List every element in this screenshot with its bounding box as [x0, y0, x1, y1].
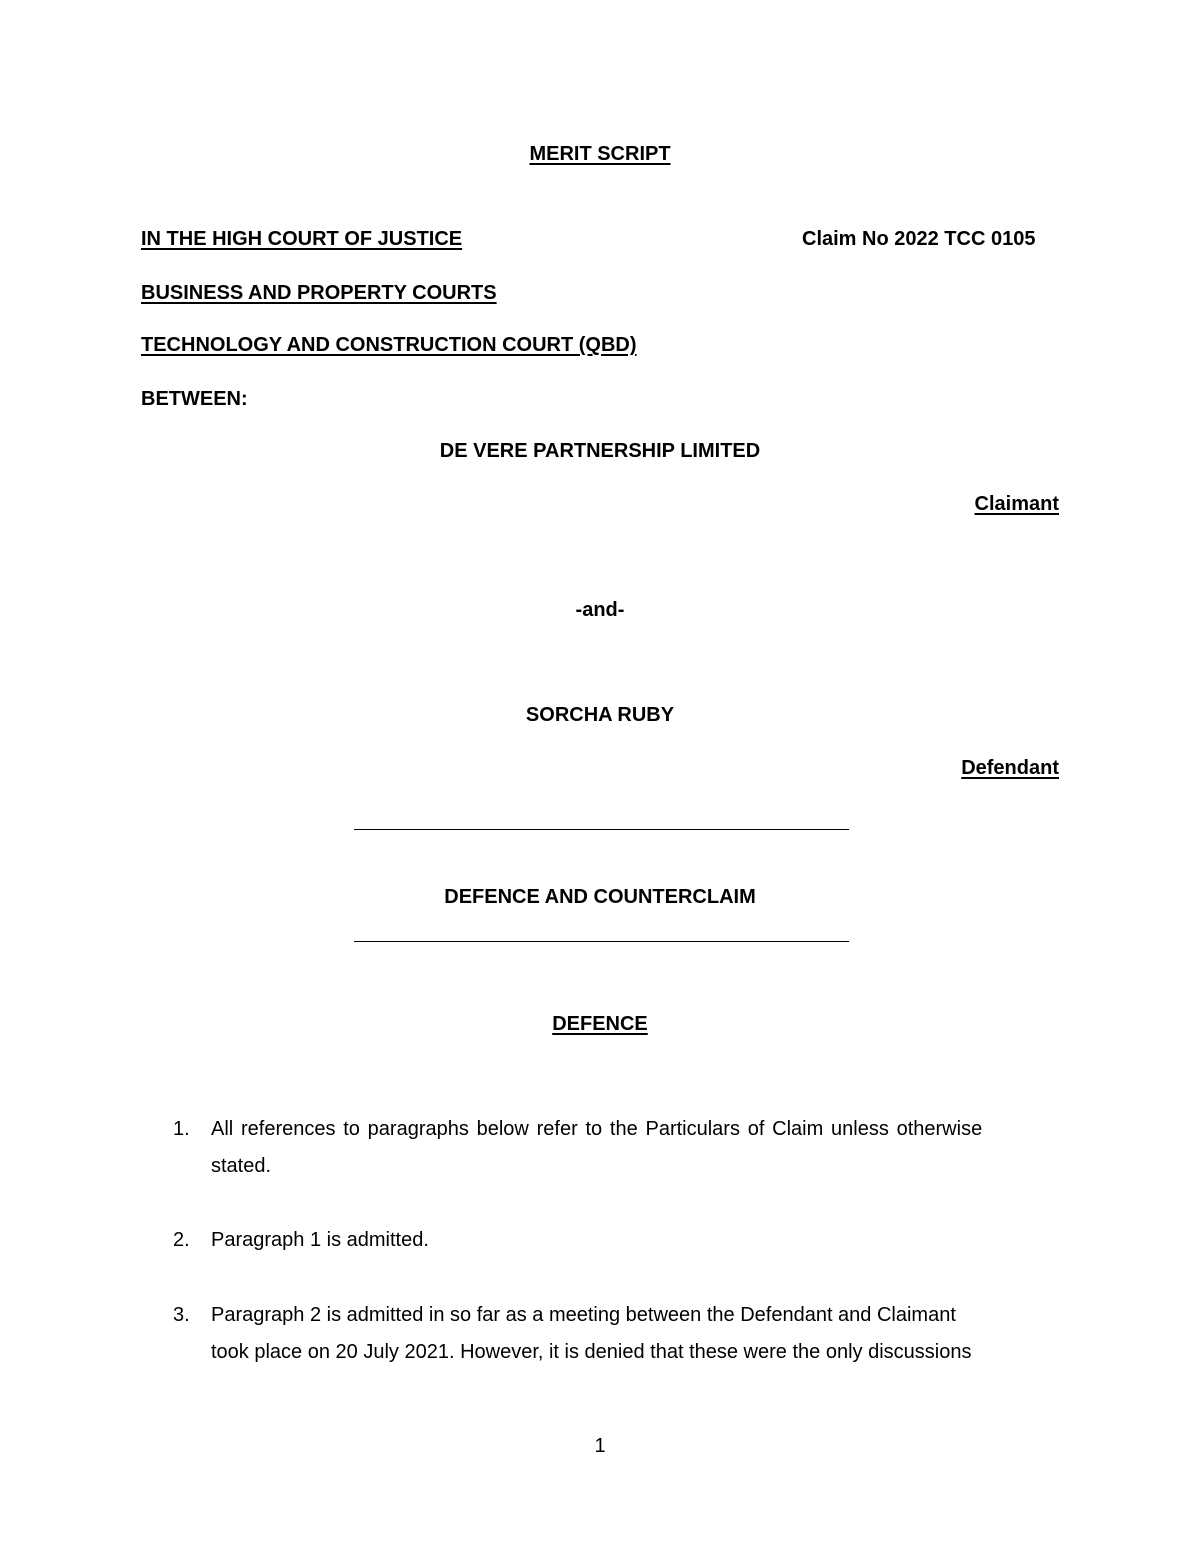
- paragraph-number: 3.: [173, 1304, 190, 1326]
- and-label: -and-: [575, 599, 625, 621]
- page-number: 1: [594, 1435, 606, 1457]
- document-title: MERIT SCRIPT: [529, 143, 671, 165]
- court-list: TECHNOLOGY AND CONSTRUCTION COURT (QBD): [141, 334, 637, 356]
- claimant-name: DE VERE PARTNERSHIP LIMITED: [439, 440, 761, 462]
- claim-number: Claim No 2022 TCC 0105: [802, 228, 1036, 250]
- paragraph-line: Paragraph 2 is admitted in so far as a meeting between the Defendant and Claimant: [211, 1304, 956, 1326]
- heading-rule-bottom: [354, 941, 849, 942]
- document-heading: DEFENCE AND COUNTERCLAIM: [444, 886, 756, 908]
- claimant-role: Claimant: [974, 493, 1059, 515]
- paragraph-number: 1.: [173, 1118, 190, 1140]
- paragraph-3: [173, 1297, 1058, 1371]
- section-heading: DEFENCE: [552, 1013, 648, 1035]
- defendant-role: Defendant: [961, 757, 1059, 779]
- paragraph-line: Paragraph 1 is admitted.: [211, 1229, 429, 1251]
- paragraph-line: All references to paragraphs below refer to the Particulars of Claim unless otherwise: [211, 1118, 983, 1140]
- court-name: IN THE HIGH COURT OF JUSTICE: [141, 228, 463, 250]
- paragraph-1: [173, 1111, 1058, 1185]
- between-label: BETWEEN:: [141, 388, 248, 410]
- paragraph-line: stated.: [211, 1155, 272, 1177]
- heading-rule-top: [354, 829, 849, 830]
- court-division: BUSINESS AND PROPERTY COURTS: [141, 282, 497, 304]
- paragraph-2: [173, 1222, 1058, 1259]
- paragraph-line: took place on 20 July 2021. However, it is denied that these were the only discussions: [211, 1341, 972, 1363]
- defendant-name: SORCHA RUBY: [525, 704, 675, 726]
- paragraph-number: 2.: [173, 1229, 190, 1251]
